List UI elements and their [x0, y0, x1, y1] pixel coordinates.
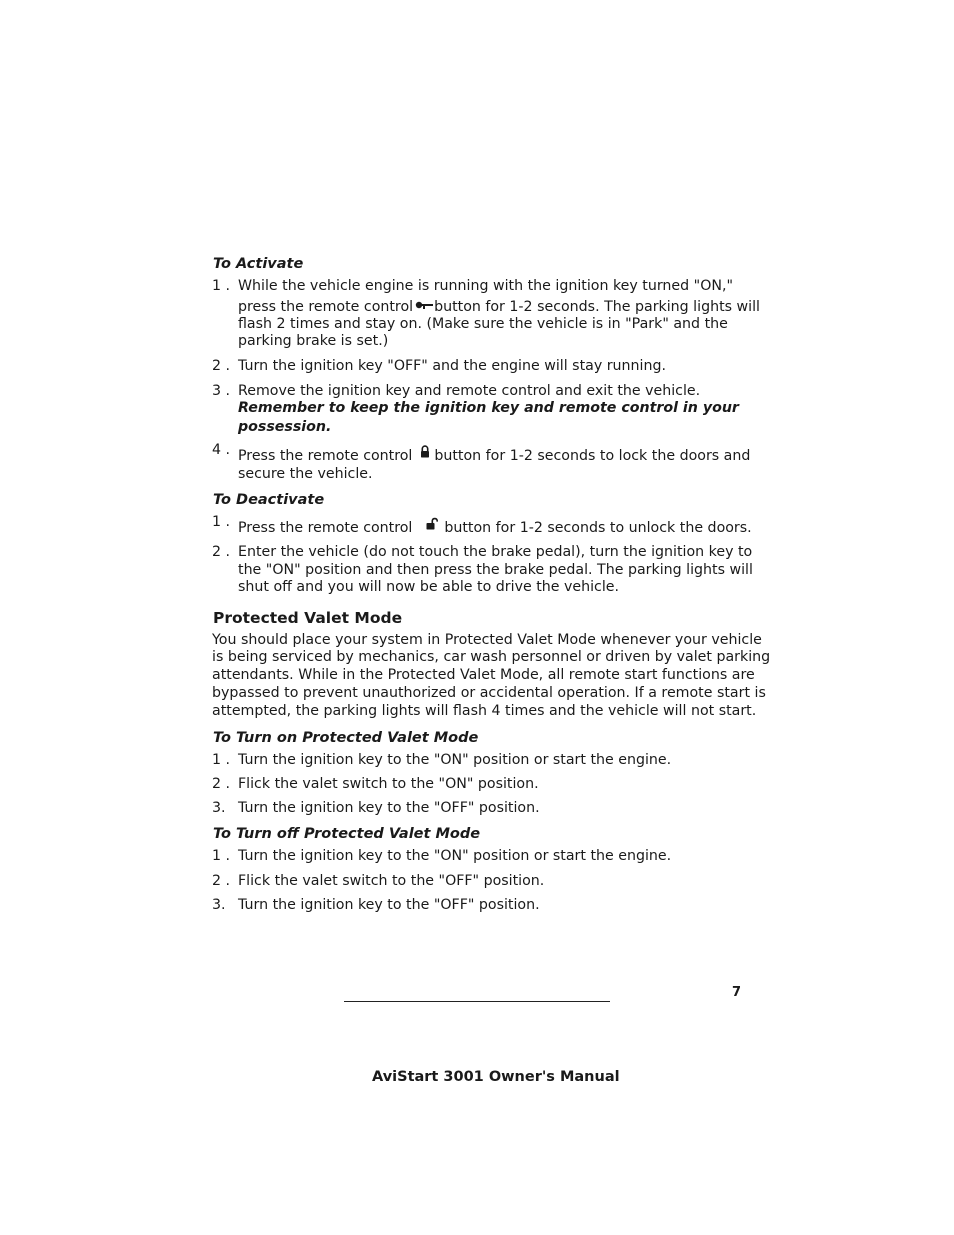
activate-step-2-number: 2 . [212, 358, 231, 374]
valet-heading: Protected Valet Mode [213, 609, 403, 627]
deactivate-step-2-line-1: Enter the vehicle (do not touch the brake pedal), turn the ignition key to [238, 544, 753, 560]
deactivate-step-2-number: 2 . [212, 544, 231, 560]
valet-on-step-1-number: 1 . [212, 752, 231, 768]
valet-paragraph-line-5: attempted, the parking lights will flash 4 times and the vehicle will not start. [212, 703, 757, 719]
deactivate-step-2-line-3: shut off and you will now be able to drive the vehicle. [238, 579, 620, 595]
valet-on-step-2-text: Flick the valet switch to the "ON" position. [238, 776, 539, 792]
deactivate-step-1-line-1 [238, 520, 752, 536]
valet-paragraph-line-1: You should place your system in Protected Valet Mode whenever your vehicle [212, 632, 762, 648]
valet-off-heading: To Turn off Protected Valet Mode [213, 826, 481, 842]
deactivate-step-1-text-a: Press the remote control [238, 520, 413, 536]
activate-step-4-text-a: Press the remote control [238, 448, 413, 464]
lock-icon [420, 445, 430, 462]
remote-start-icon [415, 299, 433, 315]
deactivate-heading: To Deactivate [213, 492, 325, 508]
valet-off-step-2-text: Flick the valet switch to the "OFF" position. [238, 873, 545, 889]
activate-step-4-number: 4 . [212, 442, 231, 458]
activate-step-4-line-1 [238, 448, 750, 464]
valet-on-step-3-text: Turn the ignition key to the "OFF" position. [238, 800, 540, 816]
page-number: 7 [732, 985, 742, 1000]
activate-step-3-emphasis-1: Remember to keep the ignition key and remote control in your [238, 400, 739, 416]
activate-step-1-line-3: flash 2 times and stay on. (Make sure the vehicle is in "Park" and the [238, 316, 728, 332]
valet-paragraph-line-3: attendants. While in the Protected Valet Mode, all remote start functions are [212, 667, 755, 683]
activate-step-4-text-b: button for 1-2 seconds to lock the doors and [434, 448, 751, 464]
valet-off-step-1-text: Turn the ignition key to the "ON" position or start the engine. [238, 848, 672, 864]
activate-step-1-text-b: button for 1-2 seconds. The parking lights will [434, 299, 760, 315]
activate-step-1-line-4: parking brake is set.) [238, 333, 389, 349]
activate-step-2-text: Turn the ignition key "OFF" and the engine will stay running. [238, 358, 666, 374]
activate-step-3-emphasis-2: possession. [238, 419, 332, 435]
valet-off-step-1-number: 1 . [212, 848, 231, 864]
activate-step-4-line-2: secure the vehicle. [238, 466, 373, 482]
valet-on-heading: To Turn on Protected Valet Mode [213, 730, 479, 746]
valet-on-step-3-number: 3. [212, 800, 226, 816]
activate-step-1-line-1: While the vehicle engine is running with the ignition key turned "ON," [238, 278, 734, 294]
deactivate-step-2-line-2: the "ON" position and then press the brake pedal. The parking lights will [238, 562, 753, 578]
deactivate-step-1-number: 1 . [212, 514, 231, 530]
valet-paragraph-line-4: bypassed to prevent unauthorized or accidental operation. If a remote start is [212, 685, 766, 701]
activate-step-1-line-2 [238, 299, 760, 315]
valet-off-step-2-number: 2 . [212, 873, 231, 889]
valet-on-step-2-number: 2 . [212, 776, 231, 792]
footer-rule [344, 1001, 610, 1002]
activate-step-1-number: 1 . [212, 278, 231, 294]
footer-title: AviStart 3001 Owner's Manual [372, 1069, 620, 1085]
activate-step-1-text-a: press the remote control [238, 299, 414, 315]
valet-paragraph-line-2: is being serviced by mechanics, car wash personnel or driven by valet parking [212, 649, 771, 665]
activate-step-3-text: Remove the ignition key and remote control and exit the vehicle. [238, 383, 701, 399]
activate-heading: To Activate [213, 256, 304, 272]
deactivate-step-1-text-b: button for 1-2 seconds to unlock the doors. [444, 520, 752, 536]
valet-on-step-1-text: Turn the ignition key to the "ON" position or start the engine. [238, 752, 672, 768]
activate-step-3-number: 3 . [212, 383, 231, 399]
valet-off-step-3-text: Turn the ignition key to the "OFF" position. [238, 897, 540, 913]
valet-off-step-3-number: 3. [212, 897, 226, 913]
unlock-icon [426, 517, 438, 534]
